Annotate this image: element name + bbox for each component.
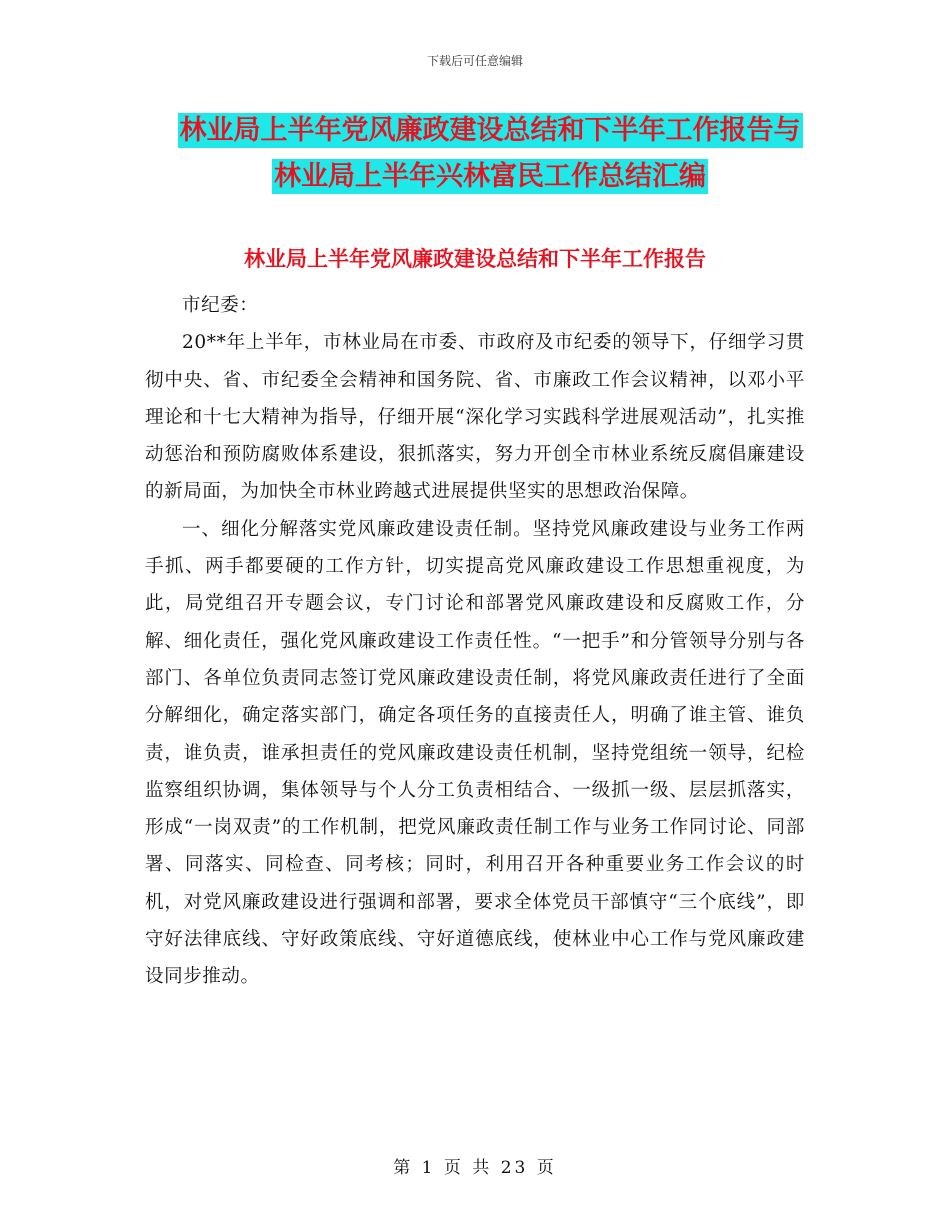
section-title: 林业局上半年党风廉政建设总结和下半年工作报告 <box>244 247 706 271</box>
document-body <box>145 287 805 996</box>
title-line-2: 林业局上半年兴林富民工作总结汇编 <box>274 161 706 192</box>
title-line-1: 林业局上半年党风廉政建设总结和下半年工作报告与 <box>179 115 801 146</box>
page-header: 下载后可任意编辑 <box>426 54 523 68</box>
page-footer: 第 1 页 共 23 页 <box>393 1158 557 1178</box>
paragraph-intro: 20**年上半年，市林业局在市委、市政府及市纪委的领导下，仔细学习贯彻中央、省、市纪委全会精神和国务院、省、市廉政工作会议精神，以邓小平理论和十七大精神为指导，仔细开展“深化学习实践科学进展观活动”，扎实推动惩治和预防腐败体系建设，狠抓落实，努力开创全市林业系统反腐倡廉建设的新局面，为加快全市林业跨越式进展提供坚实的思想政治保障。 <box>145 332 805 503</box>
salutation: 市纪委： <box>182 295 259 316</box>
document-title <box>90 108 890 200</box>
paragraph-section-1: 一、细化分解落实党风廉政建设责任制。坚持党风廉政建设与业务工作两手抓、两手都要硬的工作方针，切实提高党风廉政建设工作思想重视度，为此，局党组召开专题会议，专门讨论和部署党风廉政建设和反腐败工作，分解、细化责任，强化党风廉政建设工作责任性。“一把手”和分管领导分别与各部门、各单位负责同志签订党风廉政建设责任制，将党风廉政责任进行了全面分解细化，确定落实部门，确定各项任务的直接责任人，明确了谁主管、谁负责，谁负责，谁承担责任的党风廉政建设责任机制，坚持党组统一领导，纪检监察组织协调，集体领导与个人分工负责相结合、一级抓一级、层层抓落实，形成“一岗双责”的工作机制，把党风廉政责任制工作与业务工作同讨论、同部署、同落实、同检查、同考核；同时，利用召开各种重要业务工作会议的时机，对党风廉政建设进行强调和部署，要求全体党员干部慎守“三个底线”，即守好法律底线、守好政策底线、守好道德底线，使林业中心工作与党风廉政建设同步推动。 <box>145 518 805 988</box>
